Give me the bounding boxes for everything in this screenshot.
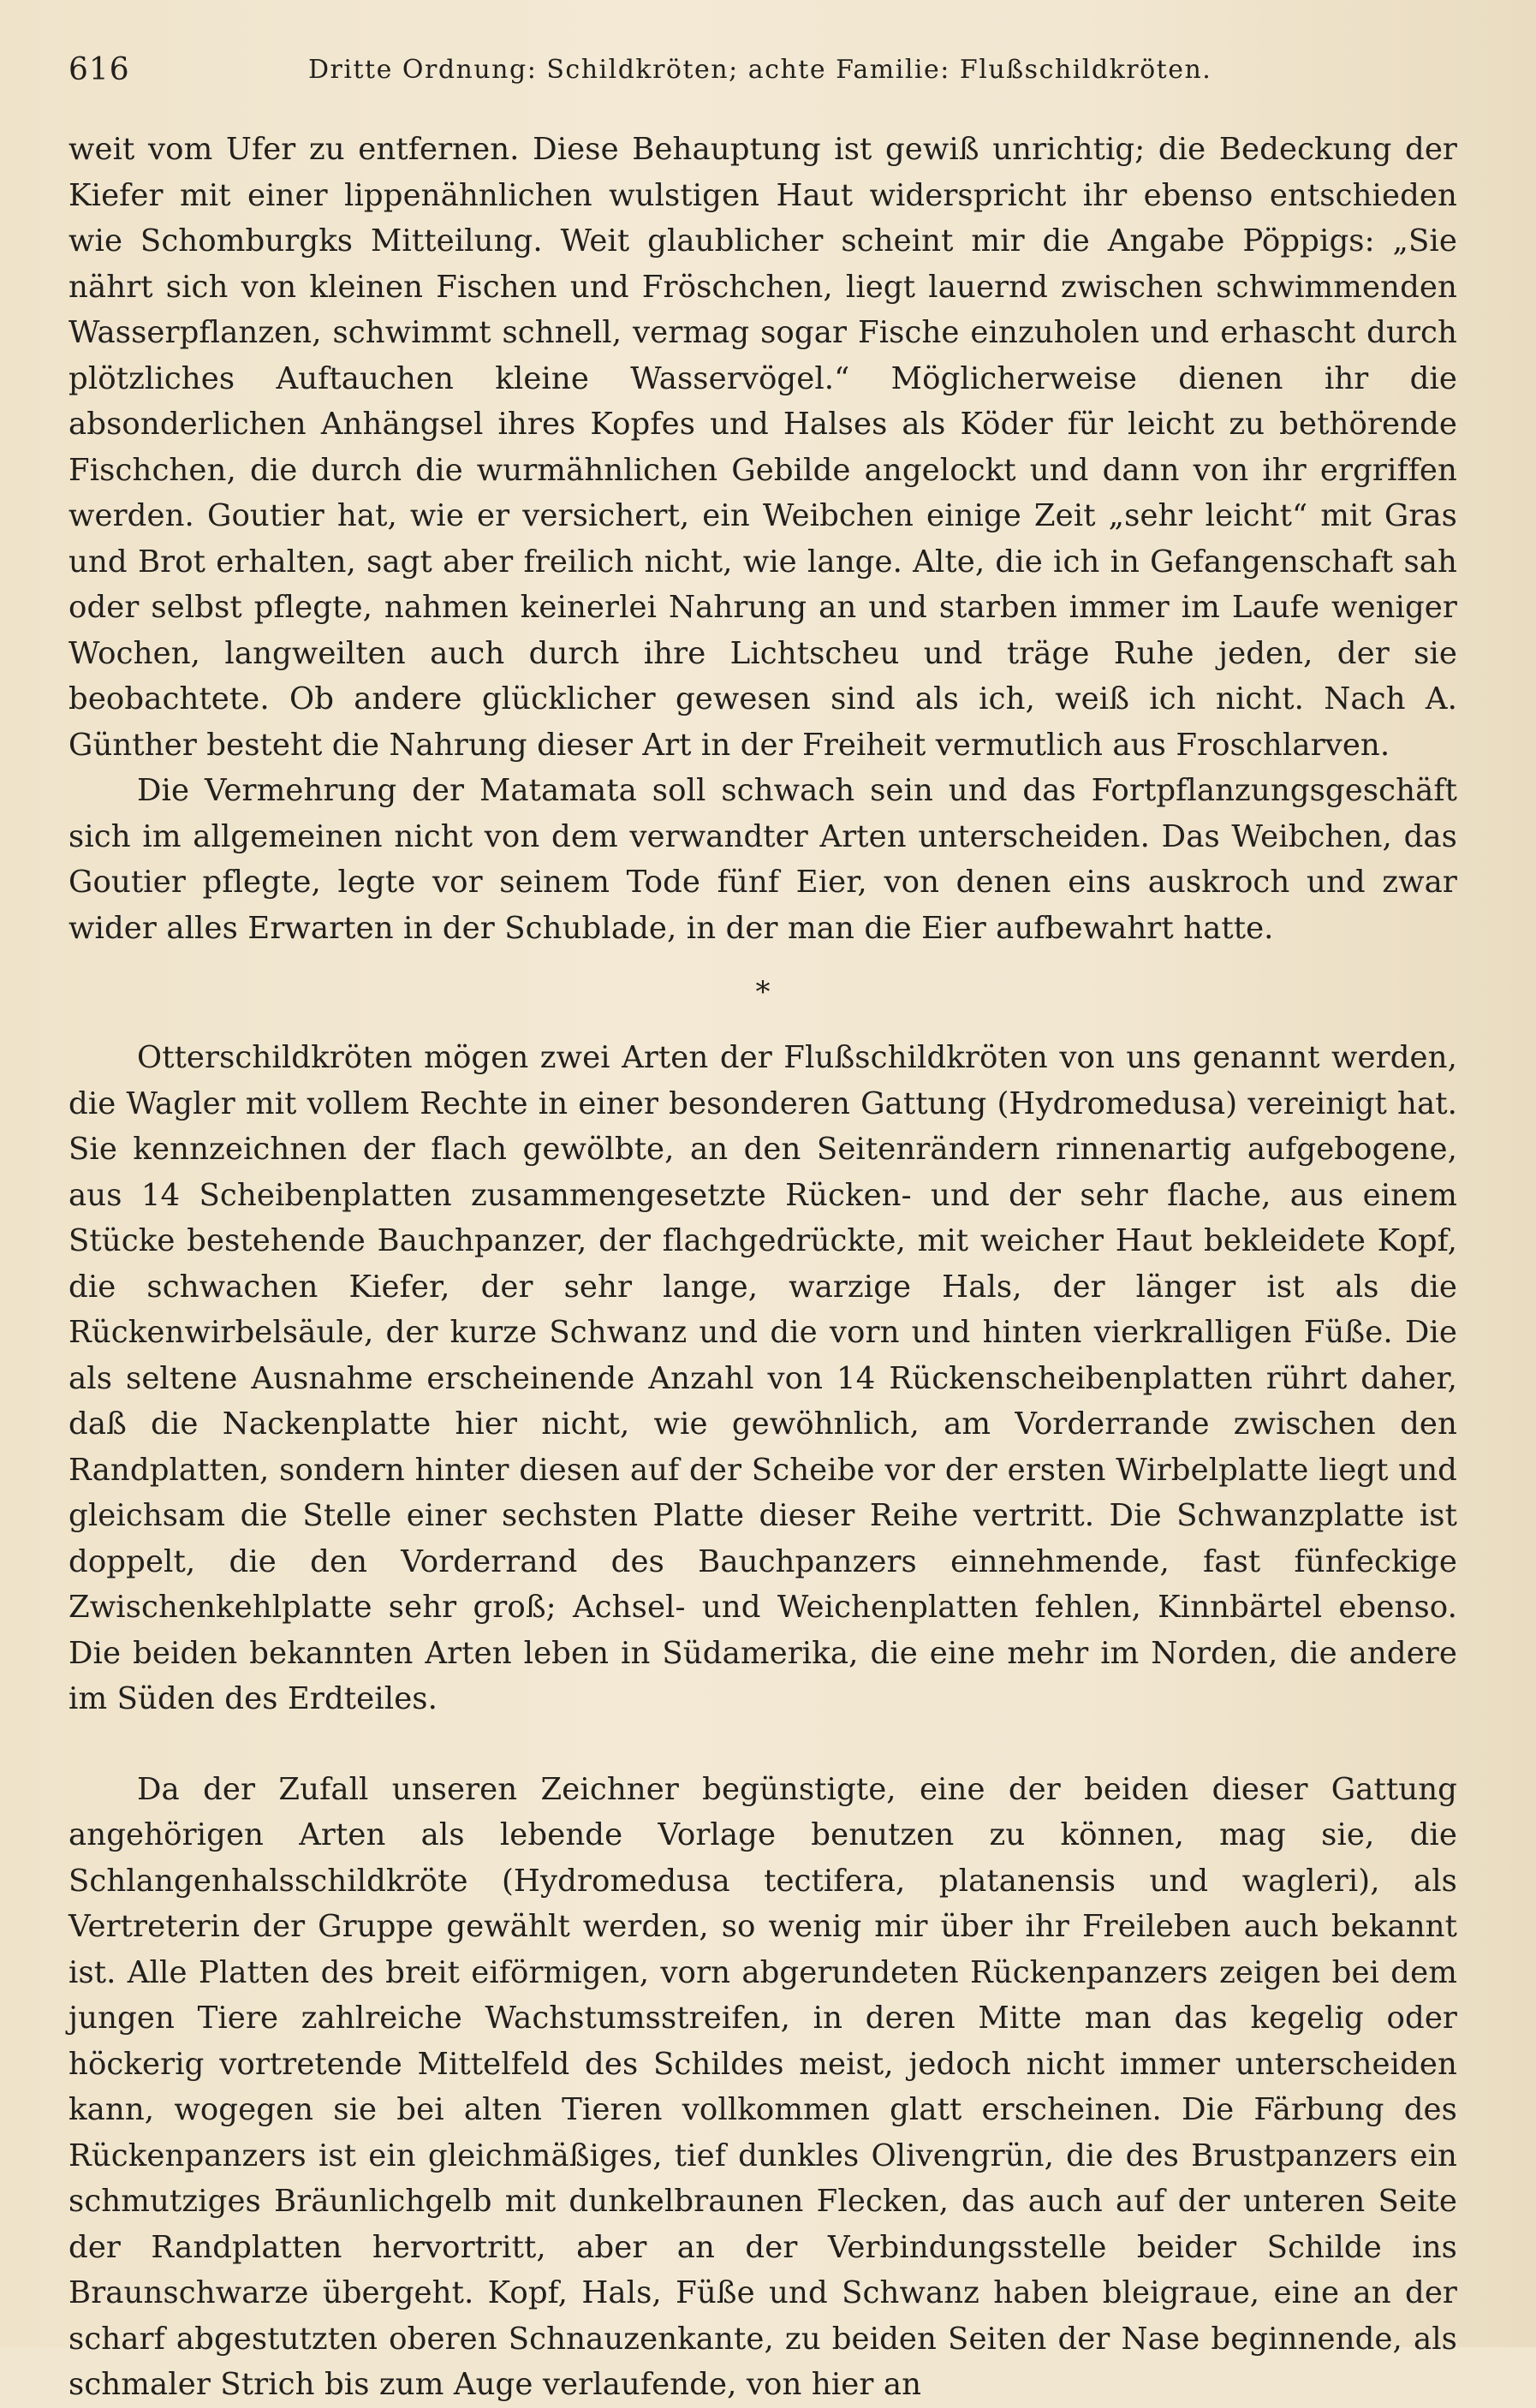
section-separator: * [755, 975, 771, 1009]
paragraph-1: weit vom Ufer zu entfernen. Diese Behauptung ist gewiß unrichtig; die Bedeckung der Kiefer mit einer lippenähnlichen wulstigen Haut widerspricht ihr ebenso entschieden wie Schomburgks Mitteilung. Weit glaublicher scheint mir die Angabe Pöppigs: „Sie nährt sich von kleinen Fischen und Fröschchen, liegt lauernd zwischen schwimmenden Wasserpflanzen, schwimmt schnell, vermag sogar Fische einzuholen und erhascht durch plötzliches Auftauchen kleine Wasservögel.“ Möglicherweise dienen ihr die absonderlichen Anhängsel ihres Kopfes und Halses als Köder für leicht zu bethörende Fischchen, die durch die wurmähnlichen Gebilde angelockt und dann von ihr ergriffen werden. Goutier hat, wie er versichert, ein Weibchen einige Zeit „sehr leicht“ mit Gras und Brot erhalten, sagt aber freilich nicht, wie lange. Alte, die ich in Gefangenschaft sah oder selbst pflegte, nahmen keinerlei Nahrung an und starben immer im Laufe weniger Wochen, langweilten auch durch ihre Lichtscheu und träge Ruhe jeden, der sie beobachtete. Ob andere glücklicher gewesen sind als ich, weiß ich nicht. Nach A. Günther besteht die Nahrung dieser Art in der Freiheit vermutlich aus Froschlarven. [68, 132, 1457, 763]
running-title: Dritte Ordnung: Schildkröten; achte Familie: Flußschildkröten. [308, 55, 1212, 85]
paragraph-4: Da der Zufall unseren Zeichner begünstigte, eine der beiden dieser Gattung angehörigen Arten als lebende Vorlage benutzen zu können, mag sie, die Schlangenhalsschildkröte (Hydromedusa tectifera, platanensis und wagleri), als Vertreterin der Gruppe gewählt werden, so wenig mir über ihr Freileben auch bekannt ist. Alle Platten des breit eiförmigen, vorn abgerundeten Rückenpanzers zeigen bei dem jungen Tiere zahlreiche Wachstumsstreifen, in deren Mitte man das kegelig oder höckerig vortretende Mittelfeld des Schildes meist, jedoch nicht immer unterscheiden kann, wogegen sie bei alten Tieren vollkommen glatt erscheinen. Die Färbung des Rückenpanzers ist ein gleichmäßiges, tief dunkles Olivengrün, die des Brustpanzers ein schmutziges Bräunlichgelb mit dunkelbraunen Flecken, das auch auf der unteren Seite der Randplatten hervortritt, aber an der Verbindungsstelle beider Schilde ins Braunschwarze übergeht. Kopf, Hals, Füße und Schwanz haben bleigraue, eine an der scharf abgestutzten oberen Schnauzenkante, zu beiden Seiten der Nase beginnende, als schmaler Strich bis zum Auge verlaufende, von hier an [68, 1771, 1457, 2402]
paragraph-gap [68, 1722, 1457, 1767]
page-number: 616 [68, 52, 130, 87]
body-text [68, 127, 1457, 2408]
paragraph-3: Otterschildkröten mögen zwei Arten der Flußschildkröten von uns genannt werden, die Wagler mit vollem Rechte in einer besonderen Gattung (Hydromedusa) vereinigt hat. Sie kennzeichnen der flach gewölbte, an den Seitenrändern rinnenartig aufgebogene, aus 14 Scheibenplatten zusammengesetzte Rücken- und der sehr flache, aus einem Stücke bestehende Bauchpanzer, der flachgedrückte, mit weicher Haut bekleidete Kopf, die schwachen Kiefer, der sehr lange, warzige Hals, der länger ist als die Rückenwirbelsäule, der kurze Schwanz und die vorn und hinten vierkralligen Füße. Die als seltene Ausnahme erscheinende Anzahl von 14 Rückenscheibenplatten rührt daher, daß die Nackenplatte hier nicht, wie gewöhnlich, am Vorderrande zwischen den Randplatten, sondern hinter diesen auf der Scheibe vor der ersten Wirbelplatte liegt und gleichsam die Stelle einer sechsten Platte dieser Reihe vertritt. Die Schwanzplatte ist doppelt, die den Vorderrand des Bauchpanzers einnehmende, fast fünfeckige Zwischenkehlplatte sehr groß; Achsel- und Weichenplatten fehlen, Kinnbärtel ebenso. Die beiden bekannten Arten leben in Südamerika, die eine mehr im Norden, die andere im Süden des Erdteiles. [68, 1040, 1457, 1716]
paragraph-2: Die Vermehrung der Matamata soll schwach sein und das Fortpflanzungsgeschäft sich im allgemeinen nicht von dem verwandter Arten unterscheiden. Das Weibchen, das Goutier pflegte, legte vor seinem Tode fünf Eier, von denen eins auskroch und zwar wider alles Erwarten in der Schublade, in der man die Eier aufbewahrt hatte. [68, 773, 1457, 946]
running-header [68, 50, 1457, 91]
